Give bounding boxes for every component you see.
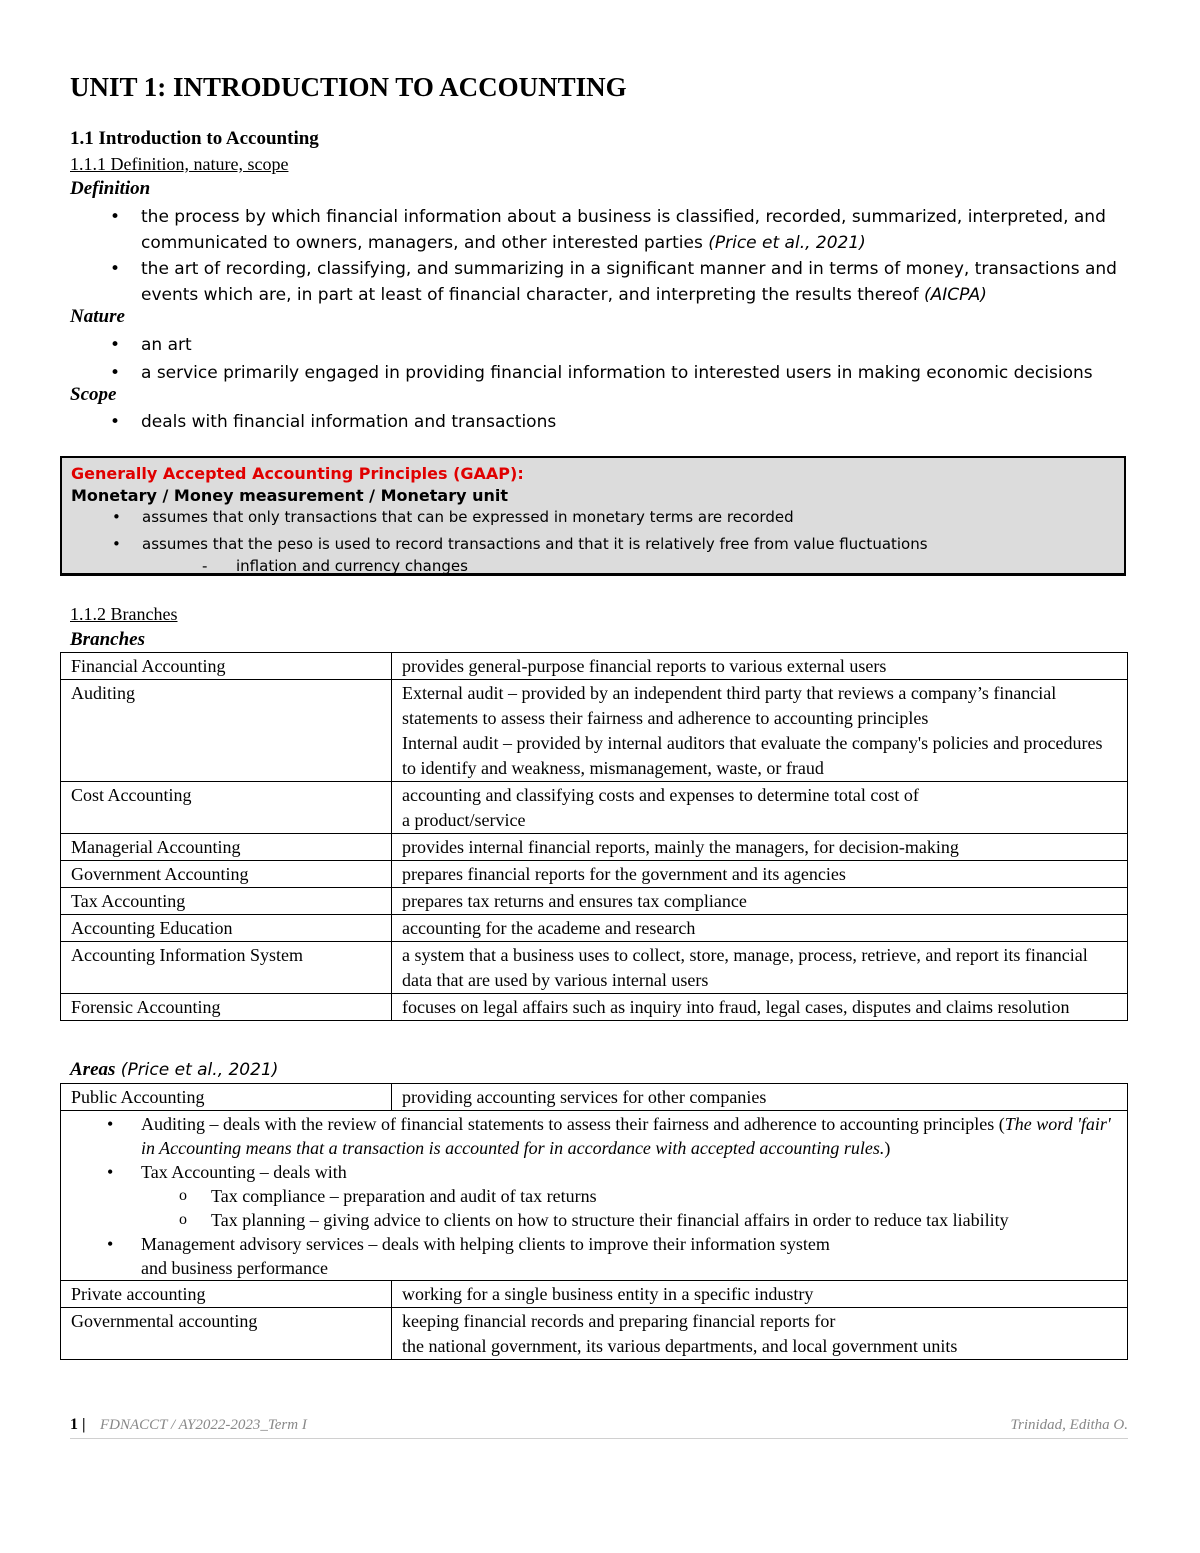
list-item: • Tax Accounting – deals with o Tax compliance – preparation and audit of tax returns o Tax planning – giving advice to clients on how to structure their financial affairs in order to reduce tax liability [71,1160,1117,1232]
table-row: Financial Accounting provides general-purpose financial reports to various external users [61,653,1128,680]
table-row: Managerial Accounting provides internal financial reports, mainly the managers, for decision-making [61,834,1128,861]
table-row: Governmental accounting keeping financial records and preparing financial reports for the national government, its various departments, and local government units [61,1308,1128,1360]
list-item: • the process by which financial information about a business is classified, recorded, summarized, interpreted, and communicated to owners, managers, and other interested parties (Price et al., 2021) [70,204,1128,256]
table-row [61,1111,1128,1281]
table-row: Forensic Accounting focuses on legal affairs such as inquiry into fraud, legal cases, disputes and claims resolution [61,994,1128,1021]
branches-heading: Branches [70,629,145,650]
definition-heading: Definition [70,178,151,199]
author-name: Trinidad, Editha O. [1010,1417,1128,1433]
gaap-title: Generally Accepted Accounting Principles (GAAP): [71,464,524,483]
subsection-heading: 1.1.1 Definition, nature, scope [70,154,289,174]
subsection-heading: 1.1.2 Branches [70,604,178,624]
scope-list [70,409,1128,435]
table-row: Cost Accounting accounting and classifying costs and expenses to determine total cost of a product/service [61,782,1128,834]
page-number: 1 | [70,1416,86,1433]
scope-heading: Scope [70,384,117,405]
list-item: • assumes that the peso is used to record transactions and that it is relatively free from value fluctuations [62,533,1124,560]
definition-list [70,204,1128,308]
table-row: Accounting Education accounting for the academe and research [61,915,1128,942]
table-row: Private accounting working for a single business entity in a specific industry [61,1281,1128,1308]
section-heading: 1.1 Introduction to Accounting [70,128,319,149]
page-footer [70,1414,1128,1439]
list-item: • deals with financial information and transactions [70,409,1128,435]
list-item: • a service primarily engaged in providing financial information to interested users in making economic decisions [70,360,1128,386]
table-row: Tax Accounting prepares tax returns and ensures tax compliance [61,888,1128,915]
nature-list [70,332,1128,386]
areas-heading: Areas (Price et al., 2021) [70,1059,279,1080]
list-item: • an art [70,332,1128,358]
gaap-subtitle: Monetary / Money measurement / Monetary unit [71,486,508,505]
list-item: • Auditing – deals with the review of financial statements to assess their fairness and adherence to accounting principles (The word 'fair' in Accounting means that a transaction is accounted for in accordance with accepted accounting rules.) [71,1112,1117,1160]
course-code: FDNACCT / AY2022-2023_Term I [100,1417,307,1433]
list-item: • Management advisory services – deals with helping clients to improve their information system and business performance [71,1232,1117,1280]
list-item: o Tax compliance – preparation and audit of tax returns [211,1184,1117,1208]
areas-table [60,1083,1128,1360]
table-row: Public Accounting providing accounting services for other companies [61,1084,1128,1111]
nature-heading: Nature [70,306,125,327]
document-title: UNIT 1: INTRODUCTION TO ACCOUNTING [70,72,627,102]
table-row: Accounting Information System a system that a business uses to collect, store, manage, process, retrieve, and report its financial data that are used by various internal users [61,942,1128,994]
table-row: Auditing External audit – provided by an independent third party that reviews a company’s financial statements to assess their fairness and adherence to accounting principles Internal audit – provided by internal auditors that evaluate the company's policies and procedures to identify and weakness, mismanagement, waste, or fraud [61,680,1128,782]
branches-table [60,652,1128,1021]
gaap-box: Generally Accepted Accounting Principles (GAAP): Monetary / Money measurement / Monetary unit • assumes that only transactions that can be expressed in monetary terms are recorded • assumes that the peso is used to record transactions and that it is relatively free from value fluctuations - inflation and currency changes [60,456,1126,576]
gaap-list [62,506,1124,560]
public-accounting-details [71,1112,1117,1280]
list-item: o Tax planning – giving advice to clients on how to structure their financial affairs in order to reduce tax liability [211,1208,1117,1232]
list-item: • the art of recording, classifying, and summarizing in a significant manner and in terms of money, transactions and events which are, in part at least of financial character, and interpreting the results thereof (AICPA) [70,256,1128,308]
table-row: Government Accounting prepares financial reports for the government and its agencies [61,861,1128,888]
list-item: • assumes that only transactions that can be expressed in monetary terms are recorded [62,506,1124,533]
